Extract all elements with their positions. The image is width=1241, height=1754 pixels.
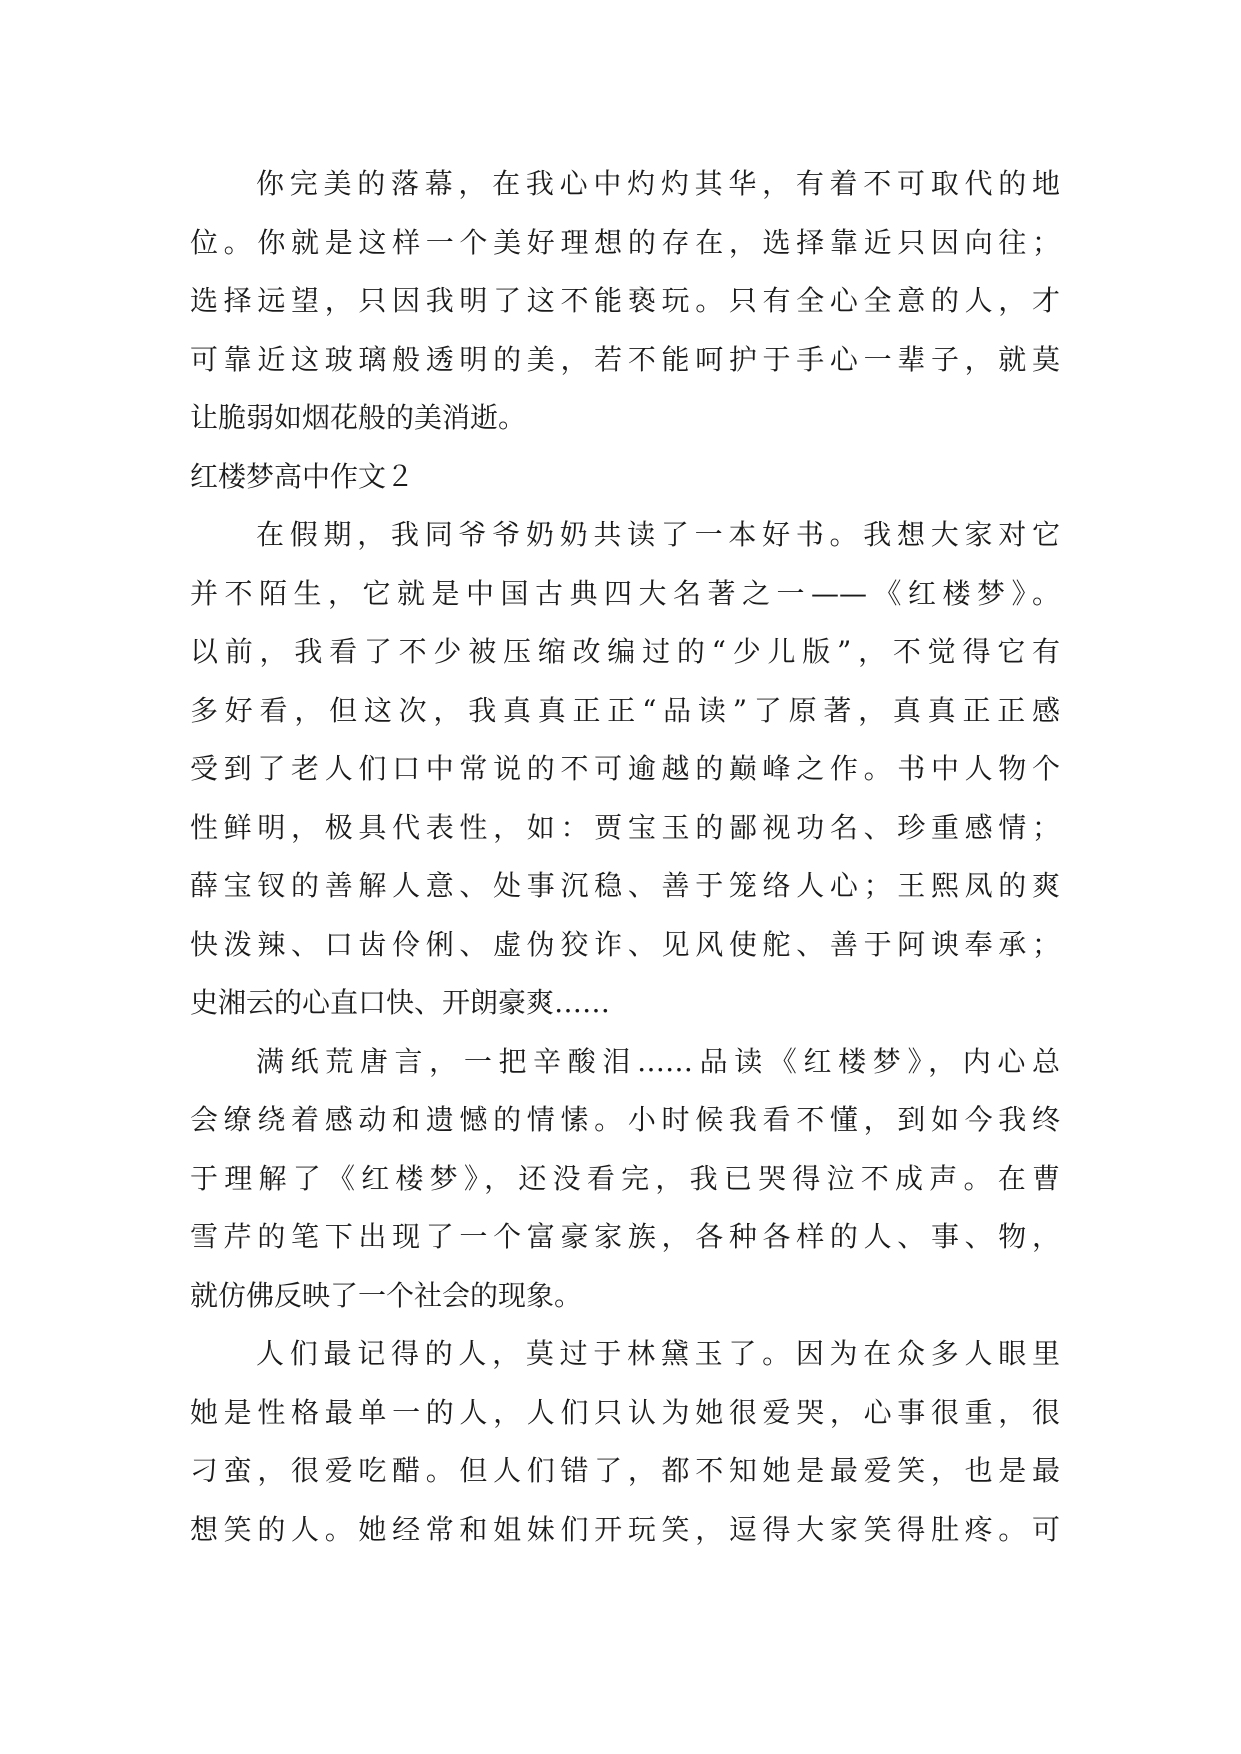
text-line: 多好看，但这次，我真真正正“品读”了原著，真真正正感	[190, 693, 1060, 727]
paragraph	[190, 506, 1060, 1033]
text-line: 并不陌生，它就是中国古典四大名著之一——《红楼梦》。	[190, 576, 1060, 610]
document-body	[190, 155, 1060, 1559]
paragraph	[190, 1033, 1060, 1326]
text-line: 她是性格最单一的人，人们只认为她很爱哭，心事很重，很	[190, 1395, 1060, 1429]
text-line: 以前，我看了不少被压缩改编过的“少儿版”，不觉得它有	[190, 635, 1060, 668]
text-line: 受到了老人们口中常说的不可逾越的巅峰之作。书中人物个	[190, 752, 1060, 785]
text-line: 刁蛮，很爱吃醋。但人们错了，都不知她是最爱笑，也是最	[190, 1454, 1060, 1487]
text-line: 快泼辣、口齿伶俐、虚伪狡诈、见风使舵、善于阿谀奉承；	[190, 927, 1060, 961]
text-line: 于理解了《红楼梦》，还没看完，我已哭得泣不成声。在曹	[190, 1161, 1060, 1195]
text-line: 你完美的落幕，在我心中灼灼其华，有着不可取代的地	[256, 167, 1060, 200]
section-heading	[190, 448, 1060, 507]
text-line: 史湘云的心直口快、开朗豪爽……	[190, 986, 611, 1019]
text-line: 满纸荒唐言，一把辛酸泪……品读《红楼梦》，内心总	[256, 1044, 1060, 1078]
text-line: 在假期，我同爷爷奶奶共读了一本好书。我想大家对它	[256, 518, 1060, 551]
text-line: 可靠近这玻璃般透明的美，若不能呵护于手心一辈子，就莫	[190, 342, 1060, 376]
text-line: 人们最记得的人，莫过于林黛玉了。因为在众多人眼里	[256, 1337, 1060, 1370]
text-line: 位。你就是这样一个美好理想的存在，选择靠近只因向往；	[190, 225, 1060, 259]
paragraph	[190, 155, 1060, 448]
heading-text: 红楼梦高中作文２	[190, 459, 415, 493]
text-line: 选择远望，只因我明了这不能亵玩。只有全心全意的人，才	[190, 284, 1060, 317]
text-line: 会缭绕着感动和遗憾的情愫。小时候我看不懂，到如今我终	[190, 1103, 1060, 1136]
text-line: 就仿佛反映了一个社会的现象。	[190, 1278, 583, 1312]
text-line: 性鲜明，极具代表性，如：贾宝玉的鄙视功名、珍重感情；	[190, 810, 1060, 844]
text-line: 让脆弱如烟花般的美消逝。	[190, 401, 527, 434]
text-line: 薛宝钗的善解人意、处事沉稳、善于笼络人心；王熙凤的爽	[190, 869, 1060, 902]
paragraph	[190, 1325, 1060, 1559]
text-line: 雪芹的笔下出现了一个富豪家族，各种各样的人、事、物，	[190, 1220, 1060, 1253]
text-line: 想笑的人。她经常和姐妹们开玩笑，逗得大家笑得肚疼。可	[190, 1512, 1060, 1546]
